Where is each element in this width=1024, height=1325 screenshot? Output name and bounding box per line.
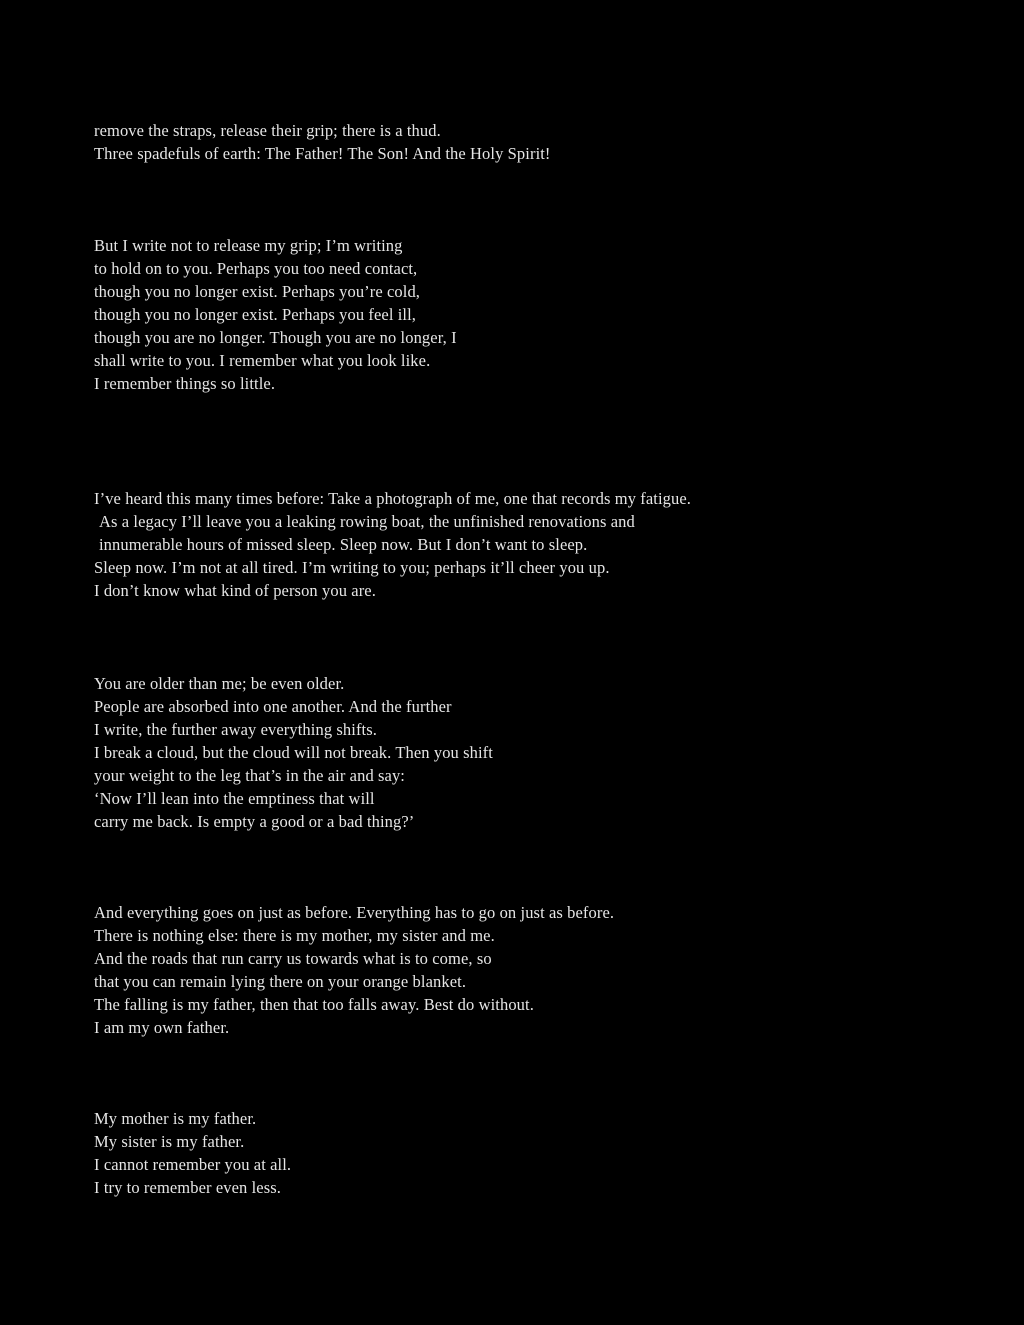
poem-line: As a legacy I’ll leave you a leaking rowing boat, the unfinished renovations and — [99, 512, 635, 531]
stanza — [94, 487, 691, 602]
poem-line: though you no longer exist. Perhaps you feel ill, — [94, 305, 417, 324]
poem-line: There is nothing else: there is my mother, my sister and me. — [94, 926, 495, 945]
poem-line: innumerable hours of missed sleep. Sleep now. But I don’t want to sleep. — [99, 535, 588, 554]
poem-line: You are older than me; be even older. — [94, 674, 345, 693]
poem-line: though you no longer exist. Perhaps you’re cold, — [94, 282, 421, 301]
poem-line: ‘Now I’ll lean into the emptiness that will — [94, 789, 375, 808]
poem-line: I write, the further away everything shifts. — [94, 720, 377, 739]
poem-line: to hold on to you. Perhaps you too need contact, — [94, 259, 418, 278]
poem-line: Three spadefuls of earth: The Father! The Son! And the Holy Spirit! — [94, 144, 551, 163]
poem-line: And the roads that run carry us towards what is to come, so — [94, 949, 492, 968]
poem-line: your weight to the leg that’s in the air and say: — [94, 766, 405, 785]
stanza — [94, 672, 493, 833]
poem-line: I’ve heard this many times before: Take a photograph of me, one that records my fatigue. — [94, 489, 692, 508]
poem-line: carry me back. Is empty a good or a bad thing?’ — [94, 812, 415, 831]
poem-line: I am my own father. — [94, 1018, 230, 1037]
poem-line: People are absorbed into one another. And the further — [94, 697, 452, 716]
poem-line: My sister is my father. — [94, 1132, 245, 1151]
poem-line: I don’t know what kind of person you are. — [94, 581, 376, 600]
stanza — [94, 119, 551, 165]
poem-line: I break a cloud, but the cloud will not break. Then you shift — [94, 743, 493, 762]
poem-line: though you are no longer. Though you are no longer, I — [94, 328, 457, 347]
poem-line: I remember things so little. — [94, 374, 276, 393]
poem-line: And everything goes on just as before. Everything has to go on just as before. — [94, 903, 615, 922]
poem-line: that you can remain lying there on your orange blanket. — [94, 972, 467, 991]
stanza — [94, 234, 457, 395]
poem-line: I try to remember even less. — [94, 1178, 281, 1197]
poem-line: I cannot remember you at all. — [94, 1155, 292, 1174]
poem-line: shall write to you. I remember what you look like. — [94, 351, 431, 370]
poem-line: The falling is my father, then that too falls away. Best do without. — [94, 995, 534, 1014]
poem-line: remove the straps, release their grip; there is a thud. — [94, 121, 441, 140]
poem-line: My mother is my father. — [94, 1109, 257, 1128]
poem-line: But I write not to release my grip; I’m writing — [94, 236, 403, 255]
stanza — [94, 901, 614, 1039]
stanza — [94, 1107, 291, 1199]
poem-line: Sleep now. I’m not at all tired. I’m writing to you; perhaps it’ll cheer you up. — [94, 558, 610, 577]
